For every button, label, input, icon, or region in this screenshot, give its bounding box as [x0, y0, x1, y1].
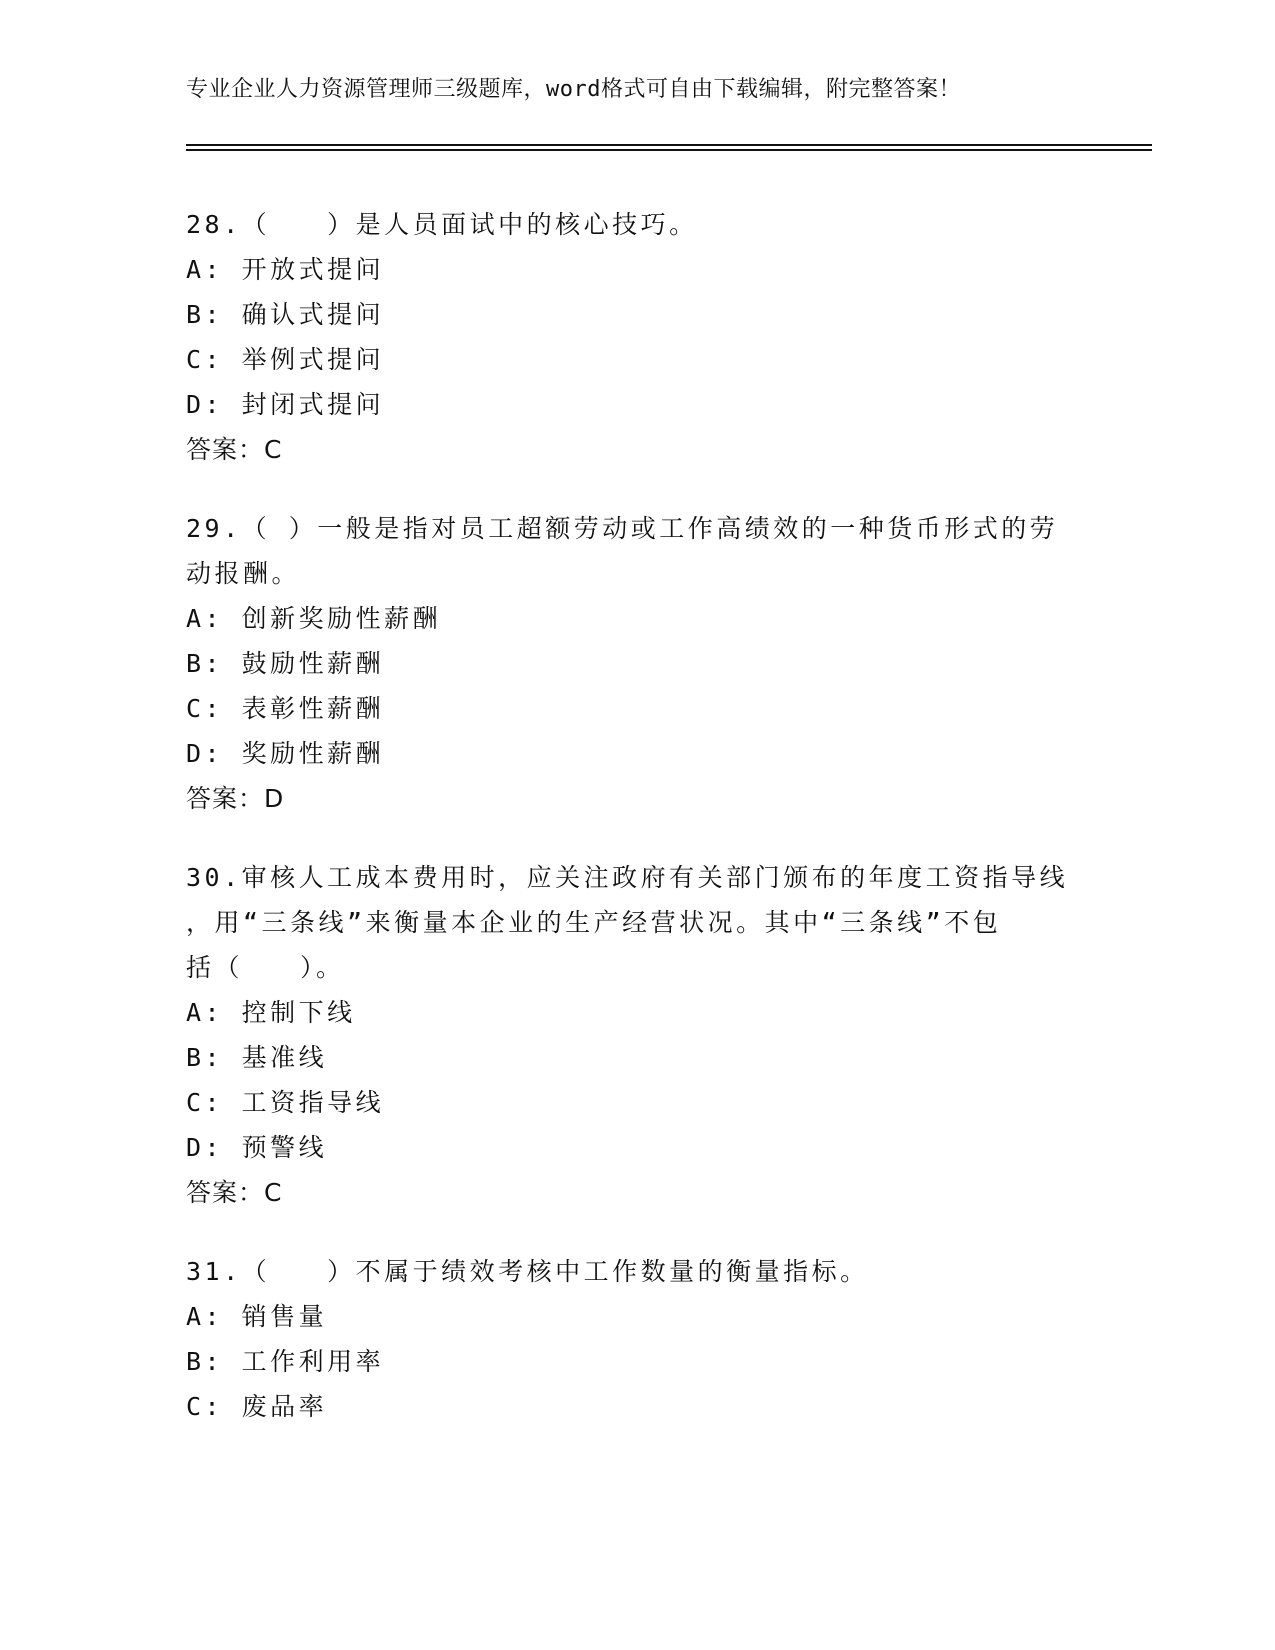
question-stem: 28.（ ）是人员面试中的核心技巧。 — [186, 210, 698, 239]
option-b: B: 工作利用率 — [186, 1347, 385, 1376]
question-stem-continued: 动报酬。 — [186, 559, 301, 588]
question-29 — [186, 506, 1106, 821]
question-stem-continued: 括（ ）。 — [186, 953, 345, 982]
option-a: A: 创新奖励性薪酬 — [186, 604, 442, 633]
question-stem: 30.审核人工成本费用时，应关注政府有关部门颁布的年度工资指导线 — [186, 863, 1069, 892]
question-stem-continued: ，用“三条线”来衡量本企业的生产经营状况。其中“三条线”不包 — [186, 908, 1002, 937]
answer-line: 答案：D — [186, 784, 285, 813]
question-30 — [186, 855, 1106, 1215]
question-stem: 29.（ ）一般是指对员工超额劳动或工作高绩效的一种货币形式的劳 — [186, 514, 1059, 543]
option-c: C: 废品率 — [186, 1392, 328, 1421]
answer-line: 答案：C — [186, 435, 283, 464]
option-d: D: 预警线 — [186, 1133, 328, 1162]
header-rule — [186, 144, 1152, 146]
question-stem: 31.（ ）不属于绩效考核中工作数量的衡量指标。 — [186, 1257, 869, 1286]
option-c: C: 工资指导线 — [186, 1088, 385, 1117]
option-b: B: 基准线 — [186, 1043, 328, 1072]
option-a: A: 销售量 — [186, 1302, 328, 1331]
option-d: D: 封闭式提问 — [186, 390, 385, 419]
page-header: 专业企业人力资源管理师三级题库，word格式可自由下载编辑，附完整答案！ — [186, 77, 961, 102]
option-b: B: 鼓励性薪酬 — [186, 649, 385, 678]
header-rule-second — [186, 149, 1152, 151]
option-b: B: 确认式提问 — [186, 300, 385, 329]
option-c: C: 举例式提问 — [186, 345, 385, 374]
question-list — [186, 202, 1106, 1463]
question-28 — [186, 202, 1106, 472]
option-a: A: 开放式提问 — [186, 255, 385, 284]
answer-line: 答案：C — [186, 1178, 283, 1207]
option-a: A: 控制下线 — [186, 998, 356, 1027]
option-d: D: 奖励性薪酬 — [186, 739, 385, 768]
question-31 — [186, 1249, 1106, 1429]
option-c: C: 表彰性薪酬 — [186, 694, 385, 723]
